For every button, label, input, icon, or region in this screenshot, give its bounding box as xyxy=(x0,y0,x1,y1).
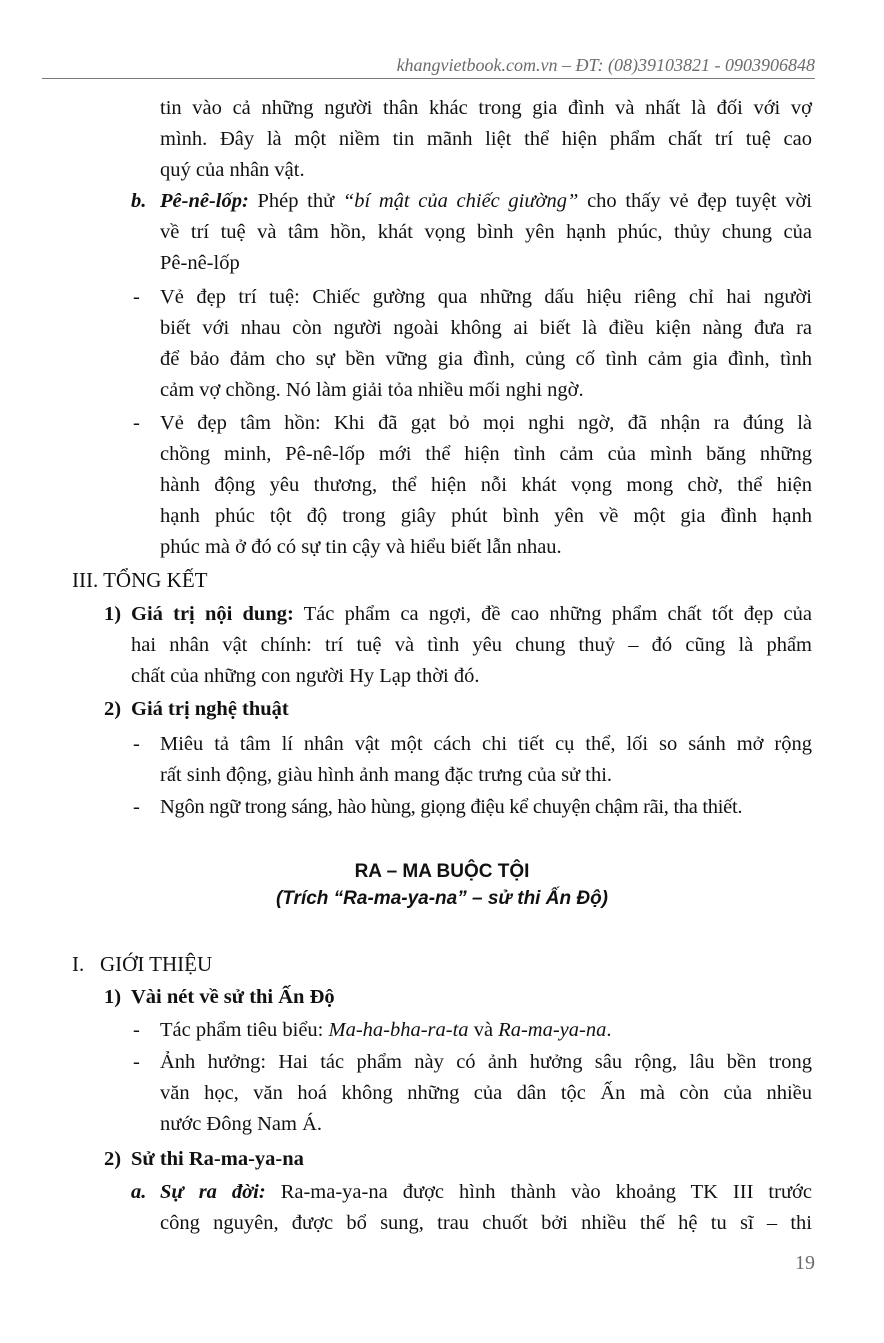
list-marker: b. xyxy=(131,190,147,212)
section-heading: III. TỔNG KẾT xyxy=(72,568,208,592)
section-heading: I. GIỚI THIỆU xyxy=(72,952,213,976)
text: Ra-ma-ya-na được hình thành vào khoảng TK III trước xyxy=(265,1181,812,1203)
sub-item-line: công nguyên, được bổ sung, trau chuốt bởi nhiều thế hệ tu sĩ – thi xyxy=(160,1212,812,1234)
list-marker: 2) xyxy=(104,1148,122,1170)
lesson-title: RA – MA BUỘC TỘI xyxy=(354,861,530,882)
bullet-line: chồng minh, Pê-nê-lốp mới thể hiện tình cảm của mình băng những xyxy=(160,443,812,465)
list-marker: a. xyxy=(131,1181,147,1203)
bullet-line: Miêu tả tâm lí nhân vật một cách chi tiết cụ thể, lối so sánh mở rộng xyxy=(160,733,812,755)
bullet-line: Ảnh hưởng: Hai tác phẩm này có ảnh hưởng sâu rộng, lâu bền trong xyxy=(160,1051,812,1073)
lesson-subtitle: (Trích “Ra-ma-ya-na” – sử thi Ấn Độ) xyxy=(275,888,609,909)
text: . xyxy=(606,1019,612,1041)
bullet-line: văn học, văn hoá không những của dân tộc Ấn mà còn của nhiều xyxy=(160,1082,812,1104)
item-heading: Sử thi Ra-ma-ya-na xyxy=(131,1148,304,1170)
text: Tác phẩm ca ngợi, đề cao những phẩm chất tốt đẹp của xyxy=(293,603,812,625)
work-title: Ra-ma-ya-na xyxy=(498,1019,607,1041)
quote: “bí mật của chiếc giường” xyxy=(342,190,579,212)
item-label: Giá trị nội dung: xyxy=(131,603,294,625)
bullet-line: cảm vợ chồng. Nó làm giải tỏa nhiều mối nghi ngờ. xyxy=(160,379,584,401)
item-line xyxy=(131,599,812,630)
paragraph-line: tin vào cả những người thân khác trong gia đình và nhất là đối với vợ xyxy=(160,97,812,119)
sub-item-label: Sự ra đời: xyxy=(160,1181,266,1203)
paragraph-line: quý của nhân vật. xyxy=(160,159,305,181)
bullet-line: hành động yêu thương, thể hiện nỗi khát vọng mong chờ, thể hiện xyxy=(160,474,812,496)
bullet-dash: - xyxy=(133,1019,140,1041)
text: Tác phẩm tiêu biểu: xyxy=(160,1019,329,1041)
paragraph-line: về trí tuệ và tâm hồn, khát vọng bình yên hạnh phúc, thủy chung của xyxy=(160,221,812,243)
page-number: 19 xyxy=(795,1252,815,1274)
bullet-line: hạnh phúc tột độ trong giây phút bình yên về một gia đình hạnh xyxy=(160,505,812,527)
bullet-dash: - xyxy=(133,1051,140,1073)
bullet-dash: - xyxy=(133,412,140,434)
section-b-line1 xyxy=(160,186,812,217)
bullet-dash: - xyxy=(133,733,140,755)
text: và xyxy=(468,1019,499,1041)
item-heading: Vài nét về sử thi Ấn Độ xyxy=(131,986,335,1008)
bullet-line: Ngôn ngữ trong sáng, hào hùng, giọng điệu kể chuyện chậm rãi, tha thiết. xyxy=(160,796,743,818)
bullet-line: Vẻ đẹp tâm hồn: Khi đã gạt bỏ mọi nghi ngờ, đã nhận ra đúng là xyxy=(160,412,812,434)
paragraph-line: Pê-nê-lốp xyxy=(160,252,240,274)
page-header: khangvietbook.com.vn – ĐT: (08)39103821 - 0903906848 xyxy=(42,52,815,79)
bullet-line: rất sinh động, giàu hình ảnh mang đặc trưng của sử thi. xyxy=(160,764,613,786)
bullet-dash: - xyxy=(133,286,140,308)
item-heading: Giá trị nghệ thuật xyxy=(131,698,289,720)
text: cho thấy vẻ đẹp tuyệt vời xyxy=(578,190,812,212)
bullet-line xyxy=(160,1015,812,1046)
list-marker: 2) xyxy=(104,698,122,720)
bullet-line: biết với nhau còn người ngoài không ai biết là điều kiện nàng đưa ra xyxy=(160,317,812,339)
paragraph-line: mình. Đây là một niềm tin mãnh liệt thể hiện phẩm chất trí tuệ cao xyxy=(160,128,812,150)
item-line: chất của những con người Hy Lạp thời đó. xyxy=(131,665,480,687)
item-line: hai nhân vật chính: trí tuệ và tình yêu chung thuỷ – đó cũng là phẩm xyxy=(131,634,812,656)
text: Phép thử xyxy=(248,190,343,212)
bullet-line: phúc mà ở đó có sự tin cậy và hiểu biết lẫn nhau. xyxy=(160,536,562,558)
list-marker: 1) xyxy=(104,603,122,625)
bullet-line: nước Đông Nam Á. xyxy=(160,1113,323,1135)
bullet-line: Vẻ đẹp trí tuệ: Chiếc gường qua những dấu hiệu riêng chỉ hai người xyxy=(160,286,812,308)
section-b-label: Pê-nê-lốp: xyxy=(160,190,249,212)
bullet-dash: - xyxy=(133,796,140,818)
sub-item-line xyxy=(160,1177,812,1208)
bullet-line: để bảo đảm cho sự bền vững gia đình, củng cố tình cảm gia đình, tình xyxy=(160,348,812,370)
list-marker: 1) xyxy=(104,986,122,1008)
work-title: Ma-ha-bha-ra-ta xyxy=(328,1019,469,1041)
